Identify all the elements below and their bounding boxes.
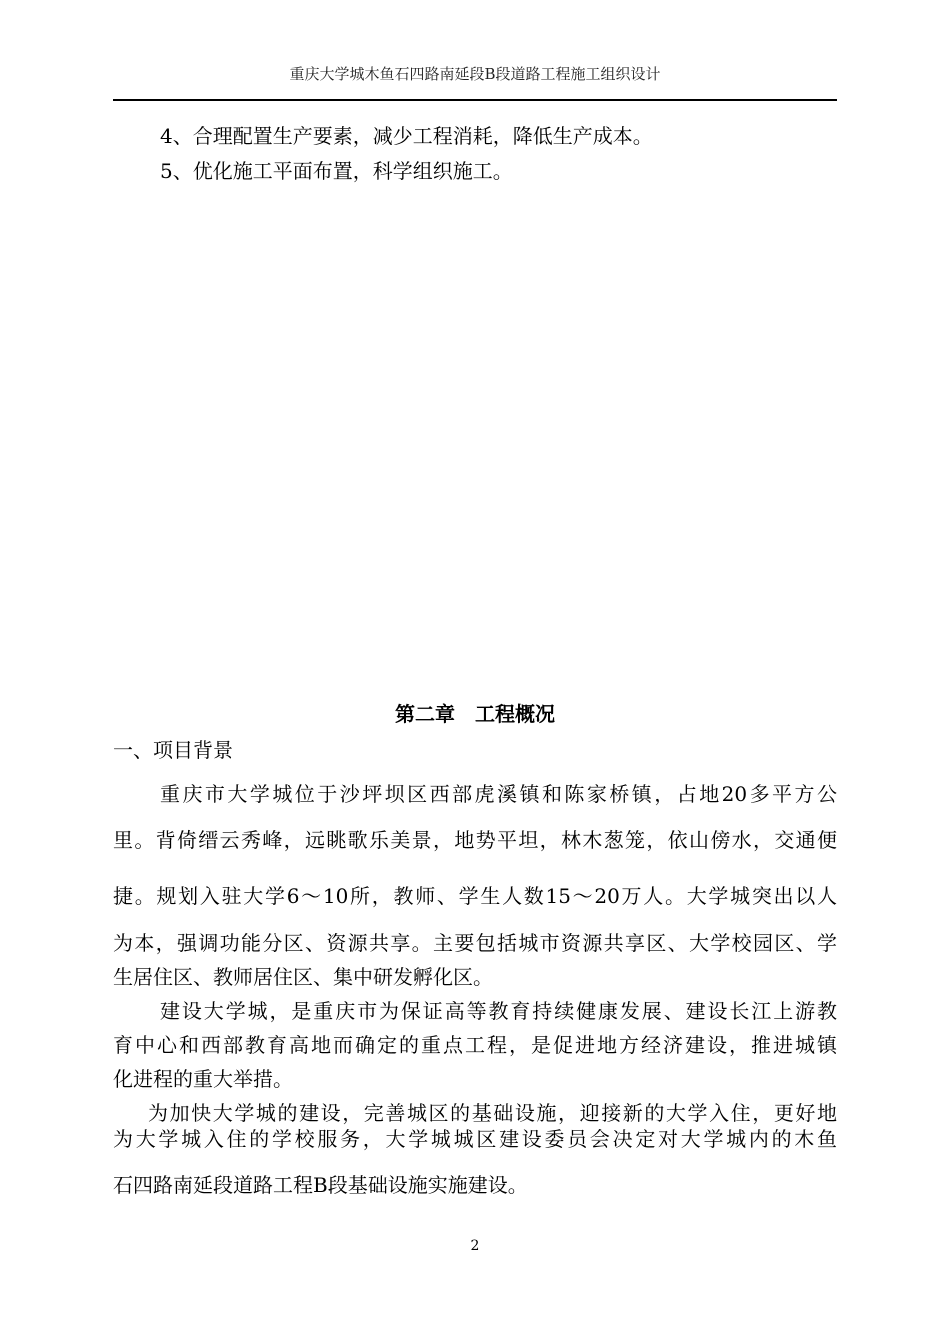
paragraph-line: 生居住区、教师居住区、集中研发孵化区。	[113, 965, 493, 989]
chapter-title: 第二章 工程概况	[395, 702, 555, 726]
paragraph-line: 化进程的重大举措。	[113, 1067, 293, 1091]
page-header: 重庆大学城木鱼石四路南延段B段道路工程施工组织设计	[289, 65, 661, 83]
paragraph-line: 里。背倚缙云秀峰，远眺歌乐美景，地势平坦，林木葱笼，依山傍水，交通便	[113, 828, 837, 852]
page-number: 2	[470, 1238, 480, 1254]
paragraph-line: 为大学城入住的学校服务，大学城城区建设委员会决定对大学城内的木鱼	[113, 1127, 837, 1151]
paragraph-line: 建设大学城，是重庆市为保证高等教育持续健康发展、建设长江上游教	[160, 999, 837, 1023]
paragraph-line: 捷。规划入驻大学6～10所，教师、学生人数15～20万人。大学城突出以人	[113, 884, 837, 908]
paragraph-line: 育中心和西部教育高地而确定的重点工程，是促进地方经济建设，推进城镇	[113, 1033, 837, 1057]
section-heading: 一、项目背景	[113, 738, 233, 762]
paragraph-line: 重庆市大学城位于沙坪坝区西部虎溪镇和陈家桥镇，占地20多平方公	[160, 782, 837, 806]
list-item: 5、优化施工平面布置，科学组织施工。	[160, 159, 513, 183]
paragraph-line: 为加快大学城的建设，完善城区的基础设施，迎接新的大学入住，更好地	[148, 1101, 837, 1125]
paragraph-line: 石四路南延段道路工程B段基础设施实施建设。	[113, 1173, 528, 1197]
paragraph-line: 为本，强调功能分区、资源共享。主要包括城市资源共享区、大学校园区、学	[113, 931, 837, 955]
header-divider	[113, 99, 837, 101]
list-item: 4、合理配置生产要素，减少工程消耗，降低生产成本。	[160, 124, 653, 148]
